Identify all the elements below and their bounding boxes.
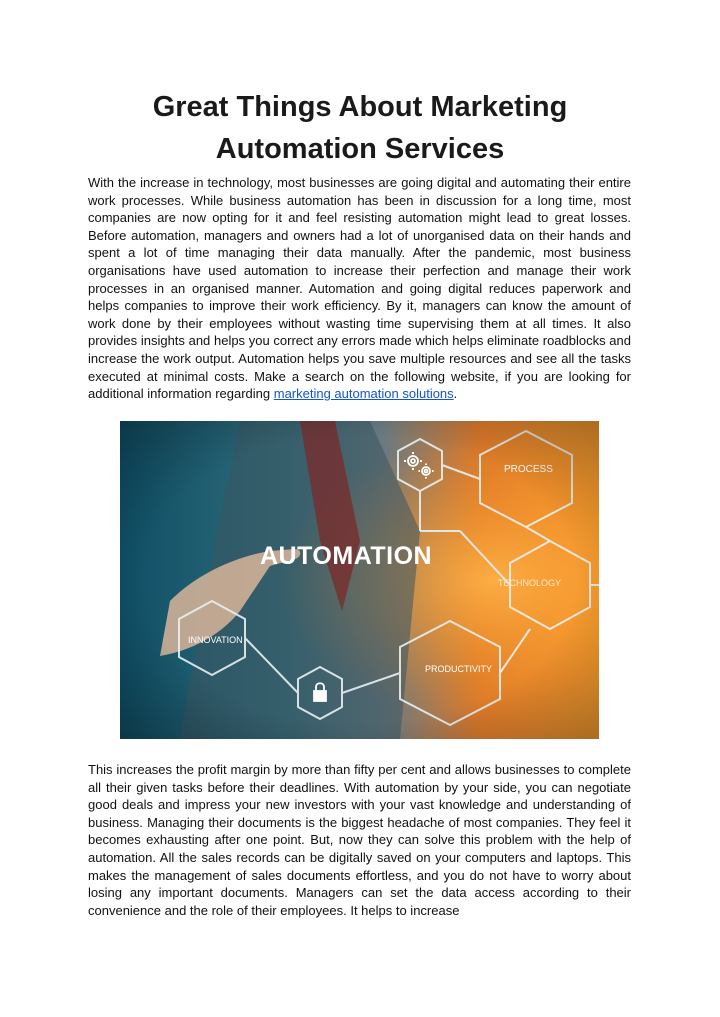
paragraph-intro-end: . <box>453 386 458 402</box>
paragraph-benefits: This increases the profit margin by more than fifty per cent and allows businesses to complete all their given tasks before their deadlines. With automation by your side, you can negotiate good deals and impress your new investors with your vast knowledge and understanding of business. Managing their documents is the biggest headache of most companies. They feel it becomes exhausting after one point. But, now they can solve this problem with the help of automation. All the sales records can be digitally saved on your computers and laptops. This makes the management of sales documents effortless, and you do not have to worry about losing any important documents. Managers can set the data access according to their convenience and the role of their employees. It helps to increase <box>88 762 631 918</box>
paragraph-intro-text: With the increase in technology, most businesses are going digital and automating their entire work processes. While business automation has been in discussion for a long time, most companies are now opting for it and feel resisting automation might lead to great losses. Before automation, managers and owners had a lot of unorganised data on their hands and spent a lot of time managing their data manually. After the pandemic, most business organisations have used automation to increase their perfection and manage their work processes in an organised manner. Automation and going digital reduces paperwork and helps companies to improve their work efficiency. By it, managers can know the amount of work done by their employees without wasting time supervising them at all times. It also provides insights and helps you correct any errors made which helps eliminate roadblocks and increase the work output. Automation helps you save multiple resources and see all the tasks executed at minimal costs. Make a search on the following website, if you are looking for additional information regarding <box>88 175 631 402</box>
page-title: Great Things About Marketing Automation Services <box>152 91 568 165</box>
marketing-automation-link[interactable]: marketing automation solutions <box>273 386 454 402</box>
paragraph-intro <box>88 174 631 403</box>
automation-illustration <box>120 421 599 739</box>
